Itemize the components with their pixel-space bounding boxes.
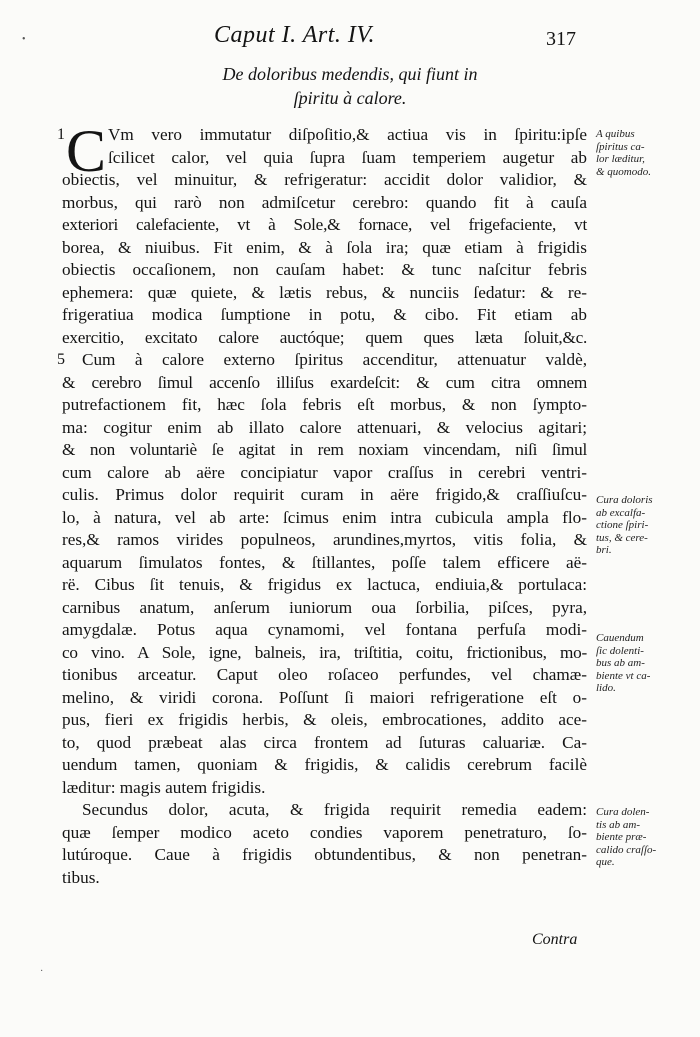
running-head: Caput I. Art. IV. <box>214 22 375 48</box>
text-line: lo, à natura, vel ab arte: ſcimus enim intra cubicula ampla flo- <box>62 507 587 527</box>
text-line: frigeratiua modica ſumptione in potu, & cibo. Fit etiam ab <box>62 305 587 324</box>
text-line-content: Cum à calore externo ſpiritus accenditur, attenuatur valdè, <box>82 350 587 369</box>
text-line: exteriori calefaciente, vt à Sole,& fornace, vel frigefaciente, vt <box>62 215 587 234</box>
text-line: & non voluntariè ſe agitat in rem noxiam vincendam, niſi ſimul <box>62 440 587 459</box>
margin-note-line: biente præ- <box>596 831 647 843</box>
margin-note-line: ctione ſpiri- <box>596 519 649 531</box>
text-line: exercitio, excitato calore auctóque; quem ques læta ſoluit,&c. <box>62 327 587 347</box>
text-line: Vm vero immutatur diſpoſitio,& actiua vis in ſpiritu:ipſe <box>108 125 587 144</box>
text-line: amygdalæ. Potus aqua cynamomi, vel fontana perfuſa modi- <box>62 620 587 639</box>
page-number: 317 <box>546 28 576 50</box>
text-line: ma: cogitur enim ab illato calore attenuari, & velocius agitari; <box>62 417 587 437</box>
margin-note-line: calido craſſo- <box>596 843 657 856</box>
margin-note-line: bus ab am- <box>596 657 645 669</box>
catchword: Contra <box>532 931 578 948</box>
paragraph-number: 1 <box>57 126 65 143</box>
margin-note <box>596 806 700 869</box>
margin-note-line: lor læditur, <box>596 153 645 165</box>
text-line: tibus. <box>62 867 100 887</box>
margin-note-line: bri. <box>596 544 612 556</box>
text-line: obiectis occaſionem, non cauſam habet: & tunc naſcitur febris <box>62 260 587 279</box>
text-line: putrefactionem fit, hæc ſola febris eſt morbus, & non ſympto- <box>62 395 587 414</box>
margin-note-line: ſpiritus ca- <box>596 140 645 153</box>
margin-note-line: Cauendum <box>596 632 644 644</box>
text-line: res,& ramos virides populneos, arundines,myrtos, vitis folia, & <box>62 530 587 549</box>
text-line: cum calore ab aëre concipiatur vapor craſſus in cerebri ventri- <box>62 462 587 482</box>
text-line: rë. Cibus ſit tenuis, & frigidus ex lactuca, endiuia,& portulaca: <box>62 575 587 594</box>
text-line: tionibus arceatur. Caput oleo roſaceo perfundes, vel chamæ- <box>62 665 587 684</box>
margin-note <box>596 632 700 695</box>
margin-note-line: biente vt ca- <box>596 669 651 682</box>
section-title-line: De doloribus medendis, qui fiunt in <box>222 64 478 84</box>
text-line: pus, fieri ex frigidis herbis, & oleis, embrocationes, addito ace- <box>62 710 587 729</box>
margin-note-line: tis ab am- <box>596 818 640 831</box>
text-line: ſcilicet calor, vel quia ſupra ſuam temperiem augetur ab <box>108 147 587 167</box>
margin-note-line: Cura dolen- <box>596 806 650 818</box>
text-line: Secundus dolor, acuta, & frigida requirit remedia eadem: <box>82 800 587 819</box>
text-line: co vino. A Sole, igne, balneis, ira, triſtitia, coitu, frictionibus, mo- <box>62 642 587 662</box>
text-line: to, quod præbeat alas circa frontem ad ſuturas caluariæ. Ca- <box>62 732 587 752</box>
margin-note <box>596 128 700 178</box>
paragraph-number: 5 <box>57 351 65 368</box>
text-line: carnibus anatum, anſerum iuniorum oua ſorbilia, piſces, pyra, <box>62 597 587 617</box>
margin-note-line: lido. <box>596 682 616 694</box>
margin-note-line: que. <box>596 856 615 868</box>
body-text <box>57 118 587 889</box>
text-line: aquarum ſimulatos fontes, & ſtillantes, poſſe talem efficere aë- <box>62 552 587 572</box>
text-line: ephemera: quæ quiete, & lætis rebus, & nunciis ſedatur: & re- <box>62 282 587 302</box>
section-title <box>150 62 550 110</box>
text-line: lutúroque. Caue à frigidis obtundentibus, & non penetran- <box>62 845 587 864</box>
margin-note-line: A quibus <box>596 128 635 140</box>
text-line <box>57 349 587 372</box>
text-line: læditur: magis autem frigidis. <box>62 777 266 797</box>
text-line: quæ ſemper modico aceto condies vaporem penetraturo, ſo- <box>62 822 587 842</box>
margin-note-line: Cura doloris <box>596 494 653 506</box>
text-line: morbus, qui rarò non admiſcetur cerebro: quando fit à cauſa <box>62 192 587 212</box>
text-line: & cerebro ſimul accenſo illiſus exardeſcit: & cum citra omnem <box>62 372 587 392</box>
text-line: culis. Primus dolor requirit curam in aëre frigido,& craſſiuſcu- <box>62 485 587 504</box>
text-line: melino, & viridi corona. Poſſunt ſi maiori refrigeratione eſt o- <box>62 687 587 707</box>
margin-note <box>596 494 700 557</box>
margin-note-line: ab excalfa- <box>596 506 646 519</box>
print-speck: • <box>22 34 26 45</box>
margin-note-line: tus, & cere- <box>596 531 648 544</box>
text-line: uendum tamen, quoniam & frigidis, & calidis cerebrum facilè <box>62 755 587 774</box>
margin-note-line: ſic dolenti- <box>596 644 644 657</box>
drop-cap: C <box>66 118 107 184</box>
text-line: borea, & niuibus. Fit enim, & à ſola ira; quæ etiam à frigidis <box>62 237 587 257</box>
print-speck: · <box>40 966 44 977</box>
text-line: obiectis, vel minuitur, & refrigeratur: accidit dolor validior, & <box>62 170 587 189</box>
margin-note-line: & quomodo. <box>596 165 651 178</box>
section-title-line: ſpiritu à calore. <box>293 88 407 108</box>
